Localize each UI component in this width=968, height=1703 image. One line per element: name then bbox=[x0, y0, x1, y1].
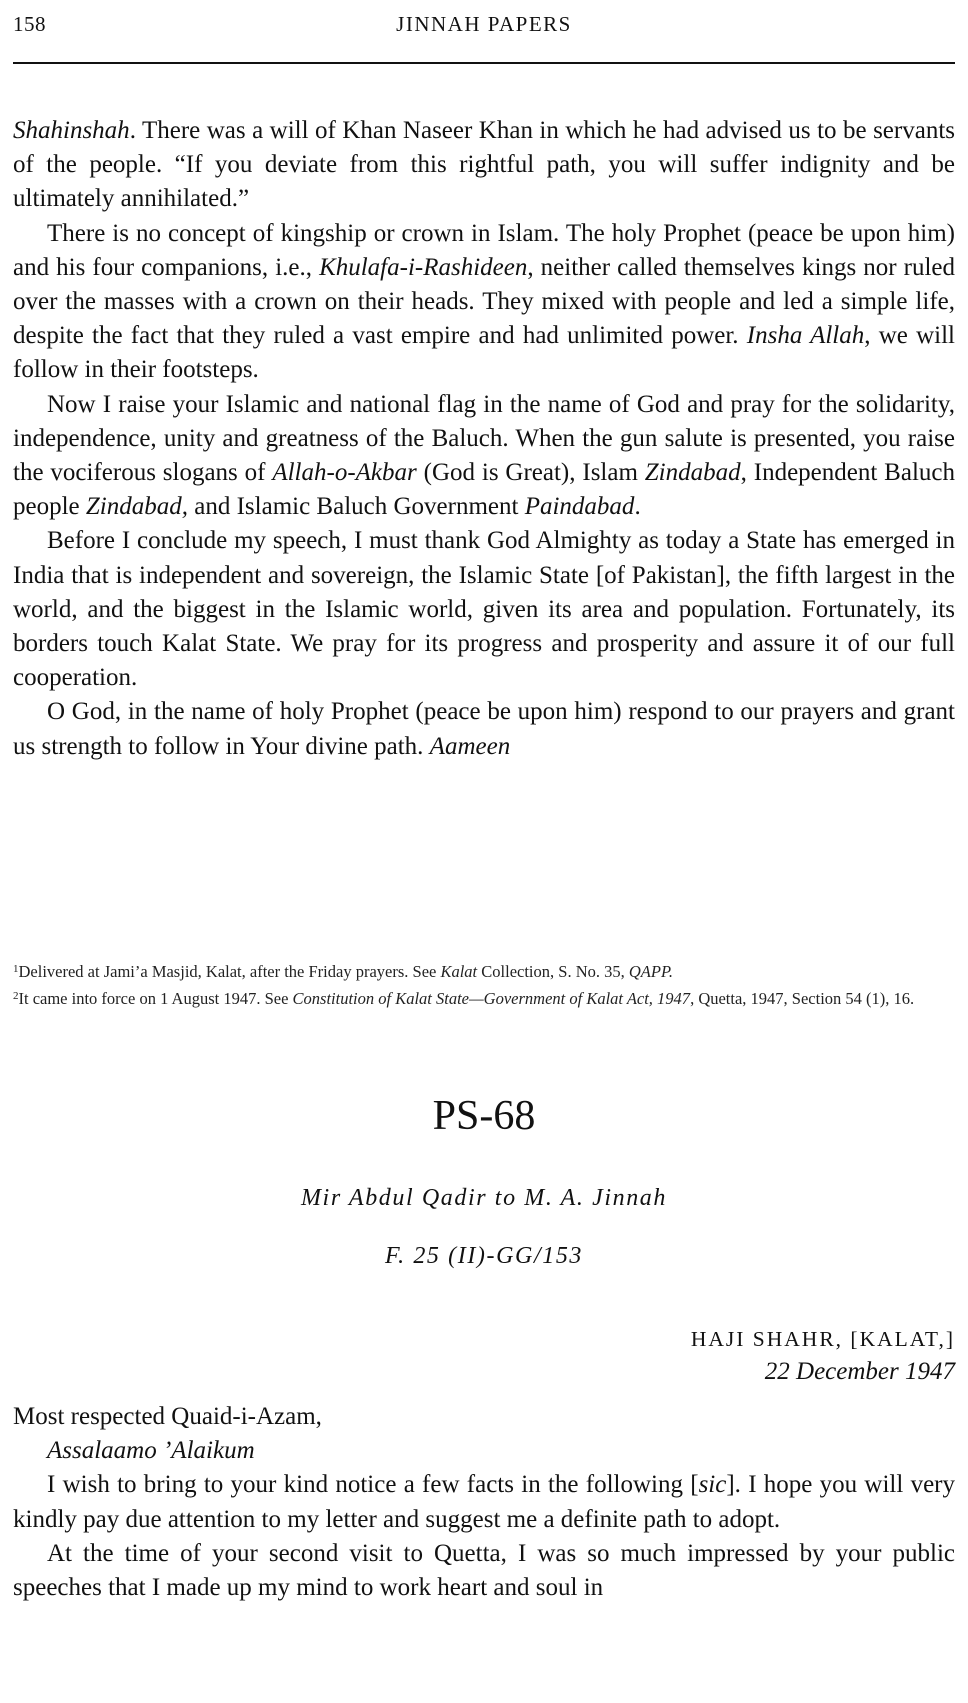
letter-place: HAJI SHAHR, [KALAT,] bbox=[690, 1327, 955, 1351]
italic-term: Assalaamo ’Alaikum bbox=[47, 1437, 255, 1465]
speech-text bbox=[13, 114, 955, 764]
paragraph-2 bbox=[13, 217, 955, 388]
paragraph-1 bbox=[13, 114, 955, 217]
text-run: and Islamic Baluch Government bbox=[188, 493, 525, 521]
text-run: , Quetta, 1947, Section 54 (1), 16. bbox=[690, 989, 915, 1008]
greeting bbox=[13, 1434, 955, 1468]
italic-term: Aameen bbox=[429, 732, 511, 760]
footnote-marker: 1 bbox=[13, 963, 19, 975]
paragraph-5 bbox=[13, 695, 955, 763]
running-title: JINNAH PAPERS bbox=[396, 12, 572, 36]
italic-term: Khulafa-i-Rashideen bbox=[319, 253, 528, 281]
italic-term: Paindabad bbox=[524, 493, 635, 521]
page-number: 158 bbox=[13, 12, 46, 36]
text-run: , neither called themselves kings nor ruled over the masses with a crown on their heads. They mixed with people and led a simple life, despite the fact that they ruled a vast empire and had unlimited power. bbox=[13, 253, 955, 350]
footnote-marker: 2 bbox=[13, 990, 19, 1002]
text-run: It came into force on 1 August 1947. See bbox=[18, 989, 293, 1008]
text-run: Now I raise your Islamic and national flag in the name of God and pray for the solidarity, independence, unity and greatness of the Baluch. When the gun salute is presented, you raise the vociferous slogans of bbox=[13, 390, 955, 487]
italic-term: Kalat bbox=[440, 962, 478, 981]
italic-term: Insha Allah bbox=[746, 322, 865, 350]
text-run: O God, in the name of holy Prophet (peace be upon him) respond to our prayers and grant us strength to follow in Your divine path. bbox=[13, 698, 955, 760]
footnotes bbox=[13, 957, 955, 1011]
paragraph-3 bbox=[13, 388, 955, 525]
italic-term: Zindabad, bbox=[85, 493, 188, 521]
text-run: I wish to bring to your kind notice a few facts in the following [ bbox=[47, 1471, 699, 1499]
italic-term: sic bbox=[698, 1471, 727, 1499]
text-run: . bbox=[634, 493, 641, 521]
text-run: , Independent Baluch people bbox=[13, 459, 955, 521]
footnote-2 bbox=[13, 984, 955, 1011]
letter-paragraph-1 bbox=[13, 1468, 955, 1536]
italic-term: QAPP. bbox=[628, 962, 674, 981]
footnote-1 bbox=[13, 957, 955, 984]
text-run: Collection, S. No. 35, bbox=[477, 962, 629, 981]
text-run: Before I conclude my speech, I must thank God Almighty as today a State has emerged in India that is independent and sovereign, the Islamic State [of Pakistan], the fifth largest in the world, and the biggest in the Islamic world, given its area and population. Fortunately, its borders touch Kalat State. We pray for its progress and prosperity and assure it of our full cooperation. bbox=[13, 527, 955, 692]
letter-date: 22 December 1947 bbox=[764, 1358, 955, 1385]
italic-term: Constitution of Kalat State—Government of Kalat Act, 1947 bbox=[292, 989, 691, 1008]
paragraph-4 bbox=[13, 524, 955, 695]
italic-term: Zindabad bbox=[644, 459, 741, 487]
letter-paragraph-2: At the time of your second visit to Quetta, I was so much impressed by your public speeches that I made up my mind to work heart and soul in bbox=[13, 1539, 955, 1602]
page-header bbox=[13, 12, 955, 64]
text-run: Delivered at Jami’a Masjid, Kalat, after the Friday prayers. See bbox=[18, 962, 441, 981]
document-sender: Mir Abdul Qadir to M. A. Jinnah bbox=[300, 1185, 668, 1211]
text-run: (God is Great), Islam bbox=[416, 459, 645, 487]
text-run: ]. I hope you will very kindly pay due attention to my letter and suggest me a definite path to adopt. bbox=[13, 1471, 955, 1533]
italic-term: Allah-o-Akbar bbox=[272, 459, 417, 487]
header-rule bbox=[13, 62, 955, 64]
letter-text bbox=[13, 1400, 955, 1605]
salutation: Most respected Quaid-i-Azam, bbox=[13, 1403, 322, 1430]
text-run: . There was a will of Khan Naseer Khan in which he had advised us to be servants of the people. “If you deviate from this rightful path, you will suffer indignity and be ultimately annihilated.” bbox=[13, 117, 955, 213]
file-reference: F. 25 (II)-GG/153 bbox=[384, 1243, 584, 1269]
text-run: There is no concept of kingship or crown in Islam. The holy Prophet (peace be upon him) and his four companions, i.e., bbox=[13, 219, 955, 281]
document-number: PS-68 bbox=[432, 1093, 536, 1139]
text-run: , we will follow in their footsteps. bbox=[13, 322, 956, 384]
italic-term: Shahinshah bbox=[13, 117, 130, 144]
